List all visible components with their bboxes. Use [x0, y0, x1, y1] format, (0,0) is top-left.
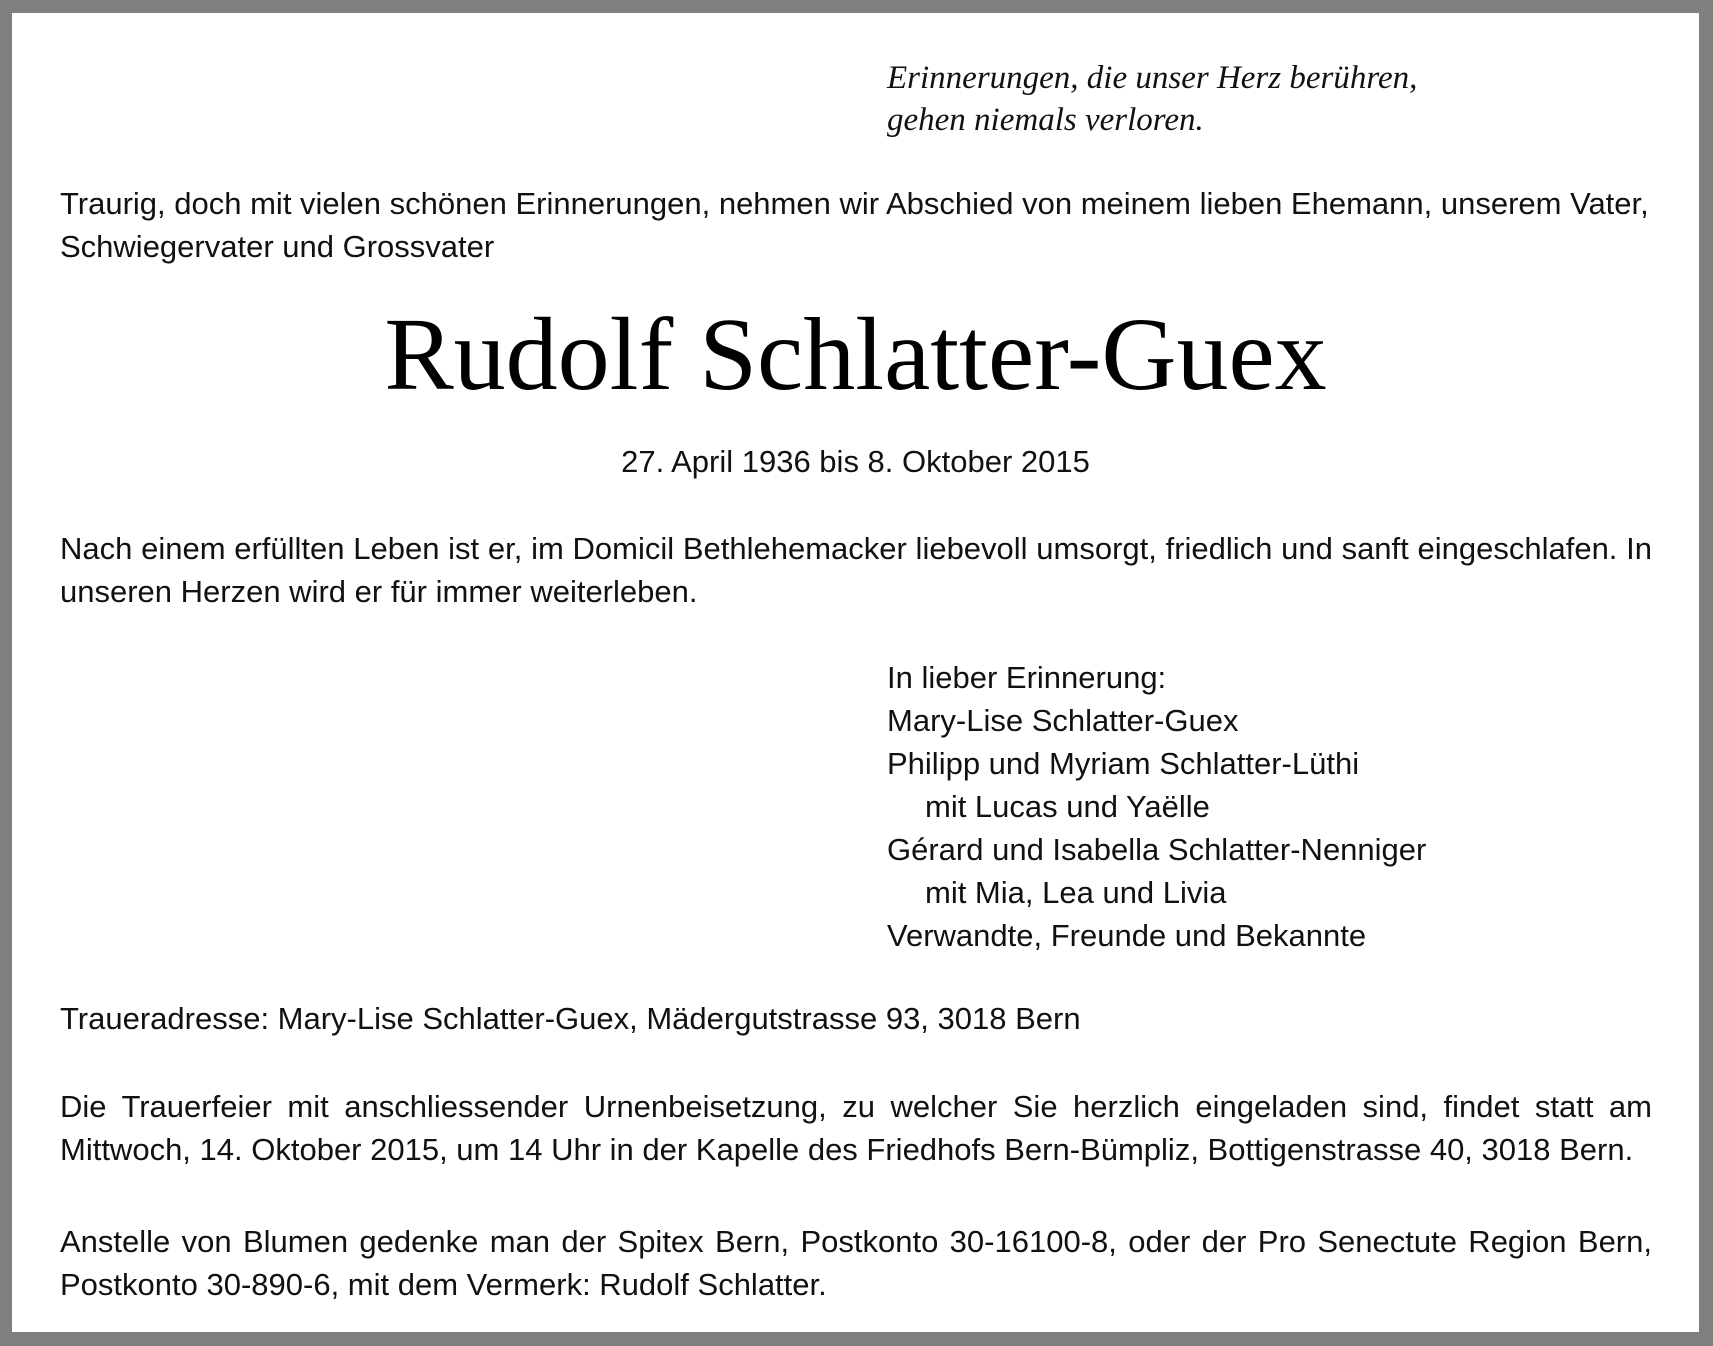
mourners-list — [887, 656, 1426, 957]
mourners-heading: In lieber Erinnerung: — [887, 660, 1167, 695]
mourner-line: Philipp und Myriam Schlatter-Lüthi — [887, 746, 1360, 781]
statement-paragraph: Nach einem erfüllten Leben ist er, im Domicil Bethlehemacker liebevoll umsorgt, friedlich und sanft eingeschlafen. In unseren Herzen wird er für immer weiterleben. — [60, 531, 1652, 609]
mourner-line-children: mit Lucas und Yaëlle — [925, 789, 1210, 824]
mourning-address: Traueradresse: Mary-Lise Schlatter-Guex, Mädergutstrasse 93, 3018 Bern — [60, 1001, 1081, 1036]
mourner-line: Mary-Lise Schlatter-Guex — [887, 703, 1239, 738]
life-dates: 27. April 1936 bis 8. Oktober 2015 — [621, 444, 1090, 479]
donation-paragraph: Anstelle von Blumen gedenke man der Spitex Bern, Postkonto 30-16100-8, oder der Pro Senectute Region Bern, Postkonto 30-890-6, mit dem Vermerk: Rudolf Schlatter. — [60, 1224, 1652, 1302]
mourner-line: Gérard und Isabella Schlatter-Nenniger — [887, 832, 1427, 867]
motto-quote — [887, 57, 1417, 141]
motto-line-2: gehen niemals verloren. — [887, 102, 1204, 138]
deceased-name: Rudolf Schlatter-Guex — [384, 297, 1327, 412]
mourner-line-children: mit Mia, Lea und Livia — [925, 875, 1227, 910]
ceremony-paragraph: Die Trauerfeier mit anschliessender Urnenbeisetzung, zu welcher Sie herzlich eingeladen sind, findet statt am Mittwoch, 14. Oktober 2015, um 14 Uhr in der Kapelle des Friedhofs Bern-Bümpliz, Bottigenstrasse 40, 3018 Bern. — [60, 1089, 1652, 1167]
intro-paragraph: Traurig, doch mit vielen schönen Erinnerungen, nehmen wir Abschied von meinem lieben Ehemann, unserem Vater, Schwiegervater und Grossvater — [60, 186, 1649, 264]
motto-line-1: Erinnerungen, die unser Herz berühren, — [887, 60, 1418, 96]
mourner-line: Verwandte, Freunde und Bekannte — [887, 918, 1367, 953]
obituary-notice — [12, 13, 1699, 1332]
